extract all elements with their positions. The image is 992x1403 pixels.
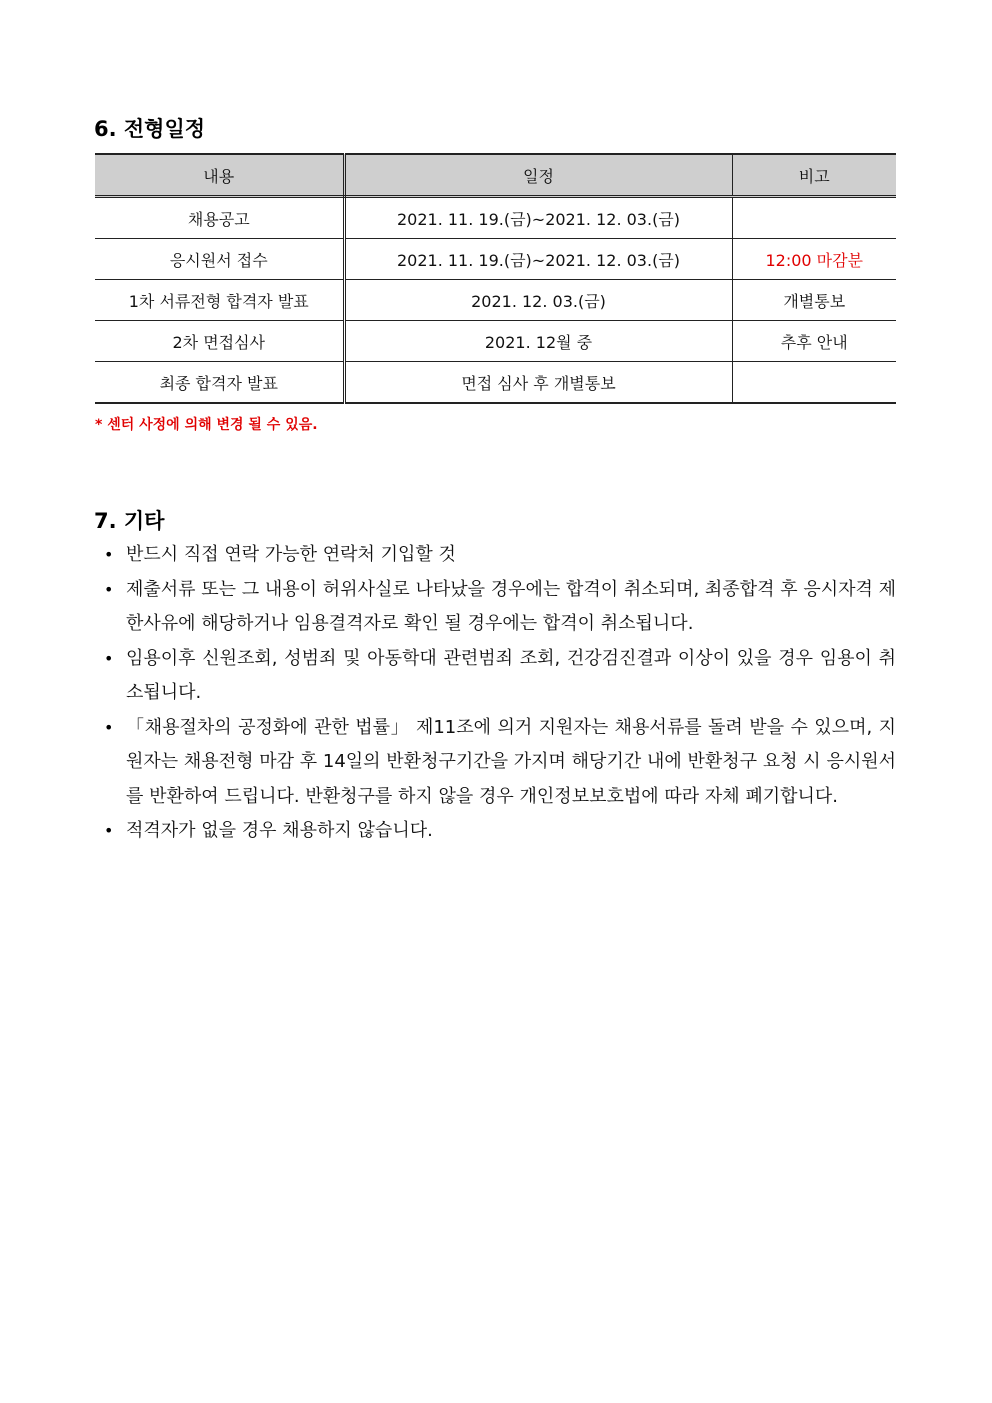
list-item (104, 814, 896, 849)
table-header-row (95, 154, 896, 197)
cell-schedule: 2021. 11. 19.(금)~2021. 12. 03.(금) (344, 197, 732, 239)
cell-content: 채용공고 (95, 197, 344, 239)
list-item (104, 711, 896, 815)
cell-note-deadline: 12:00 마감분 (732, 239, 896, 280)
cell-content: 1차 서류전형 합격자 발표 (95, 280, 344, 321)
etc-list (104, 538, 896, 849)
list-item (104, 642, 896, 711)
cell-note: 개별통보 (732, 280, 896, 321)
list-item-text: 적격자가 없을 경우 채용하지 않습니다. (126, 820, 433, 841)
table-row (95, 280, 896, 321)
bullet-icon: • (104, 821, 114, 840)
cell-content: 2차 면접심사 (95, 321, 344, 362)
cell-content: 응시원서 접수 (95, 239, 344, 280)
table-row (95, 239, 896, 280)
cell-schedule: 면접 심사 후 개별통보 (344, 362, 732, 404)
cell-schedule: 2021. 12. 03.(금) (344, 280, 732, 321)
section-6-title: 6. 전형일정 (94, 117, 206, 141)
table-row (95, 321, 896, 362)
cell-note: 추후 안내 (732, 321, 896, 362)
header-schedule: 일정 (344, 154, 732, 197)
list-item-text: 임용이후 신원조회, 성범죄 및 아동학대 관련범죄 조회, 건강검진결과 이상이 있을 경우 임용이 취소됩니다. (126, 647, 896, 703)
schedule-footnote: * 센터 사정에 의해 변경 될 수 있음. (95, 417, 318, 433)
bullet-icon: • (104, 579, 114, 599)
header-note: 비고 (732, 154, 896, 197)
cell-content: 최종 합격자 발표 (95, 362, 344, 404)
header-content: 내용 (95, 154, 344, 197)
table-row (95, 197, 896, 239)
cell-schedule: 2021. 12월 중 (344, 321, 732, 362)
bullet-icon: • (104, 545, 114, 564)
list-item-text: 「채용절차의 공정화에 관한 법률」 제11조에 의거 지원자는 채용서류를 돌려 받을 수 있으며, 지원자는 채용전형 마감 후 14일의 반환청구기간을 가지며 해당기간 내에 반환청구 요청 시 응시원서를 반환하여 드립니다. 반환청구를 하지 않을 경우 개인정보보호법에 따라 자체 폐기합니다. (126, 716, 897, 807)
section-7-title: 7. 기타 (94, 509, 165, 533)
list-item (104, 573, 896, 642)
list-item-text: 반드시 직접 연락 가능한 연락처 기입할 것 (126, 544, 456, 565)
bullet-icon: • (104, 648, 114, 668)
cell-note (732, 197, 896, 239)
cell-note (732, 362, 896, 404)
schedule-table (95, 153, 896, 404)
table-row (95, 362, 896, 404)
cell-schedule: 2021. 11. 19.(금)~2021. 12. 03.(금) (344, 239, 732, 280)
bullet-icon: • (104, 717, 114, 737)
list-item-text: 제출서류 또는 그 내용이 허위사실로 나타났을 경우에는 합격이 취소되며, 최종합격 후 응시자격 제한사유에 해당하거나 임용결격자로 확인 될 경우에는 합격이 취소됩니다. (126, 578, 896, 634)
list-item (104, 538, 896, 573)
